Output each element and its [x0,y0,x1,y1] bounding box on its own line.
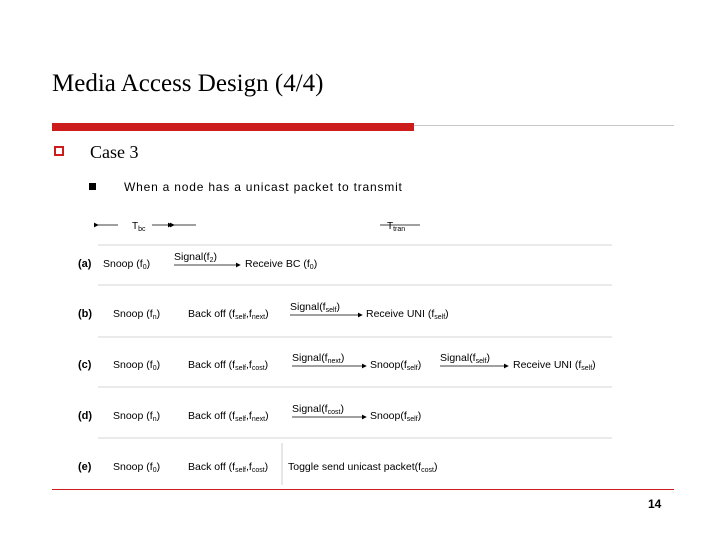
cell-snoop: Snoop (f0) [103,258,151,271]
diagram-row-e [78,443,437,485]
hollow-square-bullet-icon [54,146,64,156]
filled-square-bullet-icon [89,183,96,190]
row-label: (a) [78,258,92,270]
cell-receive: Receive BC (f0) [245,258,318,271]
timeline-header [98,221,612,245]
cell-snoop: Snoop (fn) [113,410,161,423]
diagram-row-d [78,403,421,423]
timing-diagram [70,205,630,487]
tbc-label: $T_{bc}$ [132,221,146,233]
cell-snoop: Snoop (f0) [113,461,161,474]
row-label: (d) [78,410,93,422]
footer-rule [52,489,674,490]
slide-title: Media Access Design (4/4) [52,70,324,97]
cell-backoff: Back off (fself,fnext) [188,308,269,321]
cell-snoop-self: Snoop(fself) [370,359,422,372]
row-label: (e) [78,461,92,473]
cell-signal-2: Signal(fself) [440,352,491,365]
diagram-row-c [78,352,596,372]
cell-snoop-self: Snoop(fself) [370,410,422,423]
row-label: (b) [78,308,93,320]
title-accent-bar [52,123,414,131]
row-label: (c) [78,359,92,371]
cell-backoff: Back off (fself,fcost) [188,359,269,372]
cell-backoff: Back off (fself,fnext) [188,410,269,423]
page-number: 14 [648,497,662,511]
diagram-row-b [78,301,449,321]
cell-toggle: Toggle send unicast packet(fcost) [288,461,438,474]
diagram-row-a [78,251,317,271]
bullet-case: Case 3 [90,142,139,162]
cell-signal: Signal(fcost) [292,403,344,416]
cell-signal: Signal(fself) [290,301,341,314]
cell-snoop: Snoop (fn) [113,308,161,321]
cell-signal: Signal(f2) [174,251,218,264]
cell-receive: Receive UNI (fself) [366,308,449,321]
cell-signal: Signal(fnext) [292,352,345,365]
bullet-description: When a node has a unicast packet to transmit [124,180,403,194]
cell-backoff: Back off (fself,fcost) [188,461,269,474]
ttran-label: $T_{tran}$ [387,221,406,233]
cell-snoop: Snoop (f0) [113,359,161,372]
cell-receive: Receive UNI (fself) [513,359,596,372]
